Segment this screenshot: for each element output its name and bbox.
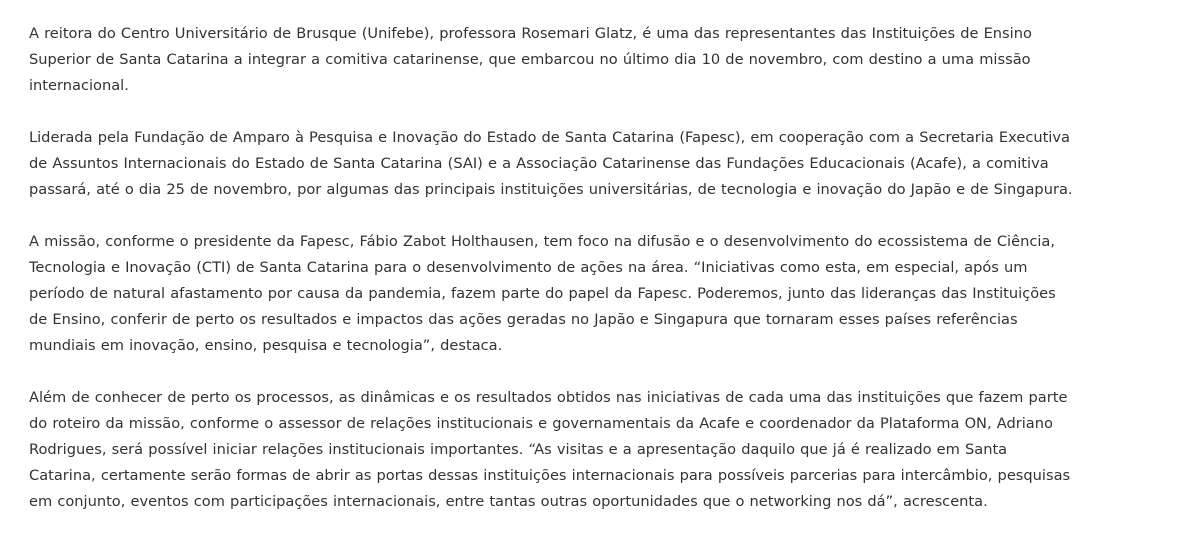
text-line: Catarina, certamente serão formas de abrir as portas dessas instituições internacionais para possíveis parcerias para intercâmbio, pesquisas	[29, 467, 1071, 484]
text-line: Tecnologia e Inovação (CTI) de Santa Catarina para o desenvolvimento de ações na área. “Iniciativas como esta, em especial, após um	[29, 259, 1028, 276]
text-line: passará, até o dia 25 de novembro, por algumas das principais instituições universitárias, de tecnologia e inovação do Japão e de Singapura.	[29, 181, 1073, 198]
text-line: Rodrigues, será possível iniciar relações institucionais importantes. “As visitas e a apresentação daquilo que já é realizado em Santa	[29, 441, 1008, 458]
text-line: A reitora do Centro Universitário de Brusque (Unifebe), professora Rosemari Glatz, é uma das representantes das Instituições de Ensino	[29, 25, 1032, 42]
paragraph-intro	[29, 21, 1129, 99]
article-body	[29, 21, 1129, 515]
text-line: período de natural afastamento por causa da pandemia, fazem parte do papel da Fapesc. Poderemos, junto das lideranças das Instituições	[29, 285, 1056, 302]
paragraph-acafe-quote	[29, 385, 1129, 515]
paragraph-fapesc-quote	[29, 229, 1129, 359]
text-line: em conjunto, eventos com participações internacionais, entre tantas outras oportunidades que o networking nos dá”, acrescenta.	[29, 493, 988, 510]
paragraph-mission-leadership	[29, 125, 1129, 203]
text-line: internacional.	[29, 77, 129, 94]
text-line: Superior de Santa Catarina a integrar a comitiva catarinense, que embarcou no último dia 10 de novembro, com destino a uma missão	[29, 51, 1031, 68]
text-line: Além de conhecer de perto os processos, as dinâmicas e os resultados obtidos nas iniciativas de cada uma das instituições que fazem parte	[29, 389, 1068, 406]
text-line: do roteiro da missão, conforme o assessor de relações institucionais e governamentais da Acafe e coordenador da Plataforma ON, Adriano	[29, 415, 1053, 432]
text-line: Liderada pela Fundação de Amparo à Pesquisa e Inovação do Estado de Santa Catarina (Fapesc), em cooperação com a Secretaria Executiva	[29, 129, 1070, 146]
text-line: mundiais em inovação, ensino, pesquisa e tecnologia”, destaca.	[29, 337, 503, 354]
text-line: A missão, conforme o presidente da Fapesc, Fábio Zabot Holthausen, tem foco na difusão e o desenvolvimento do ecossistema de Ciência,	[29, 233, 1055, 250]
text-line: de Assuntos Internacionais do Estado de Santa Catarina (SAI) e a Associação Catarinense das Fundações Educacionais (Acafe), a comitiva	[29, 155, 1049, 172]
text-line: de Ensino, conferir de perto os resultados e impactos das ações geradas no Japão e Singapura que tornaram esses países referências	[29, 311, 1018, 328]
